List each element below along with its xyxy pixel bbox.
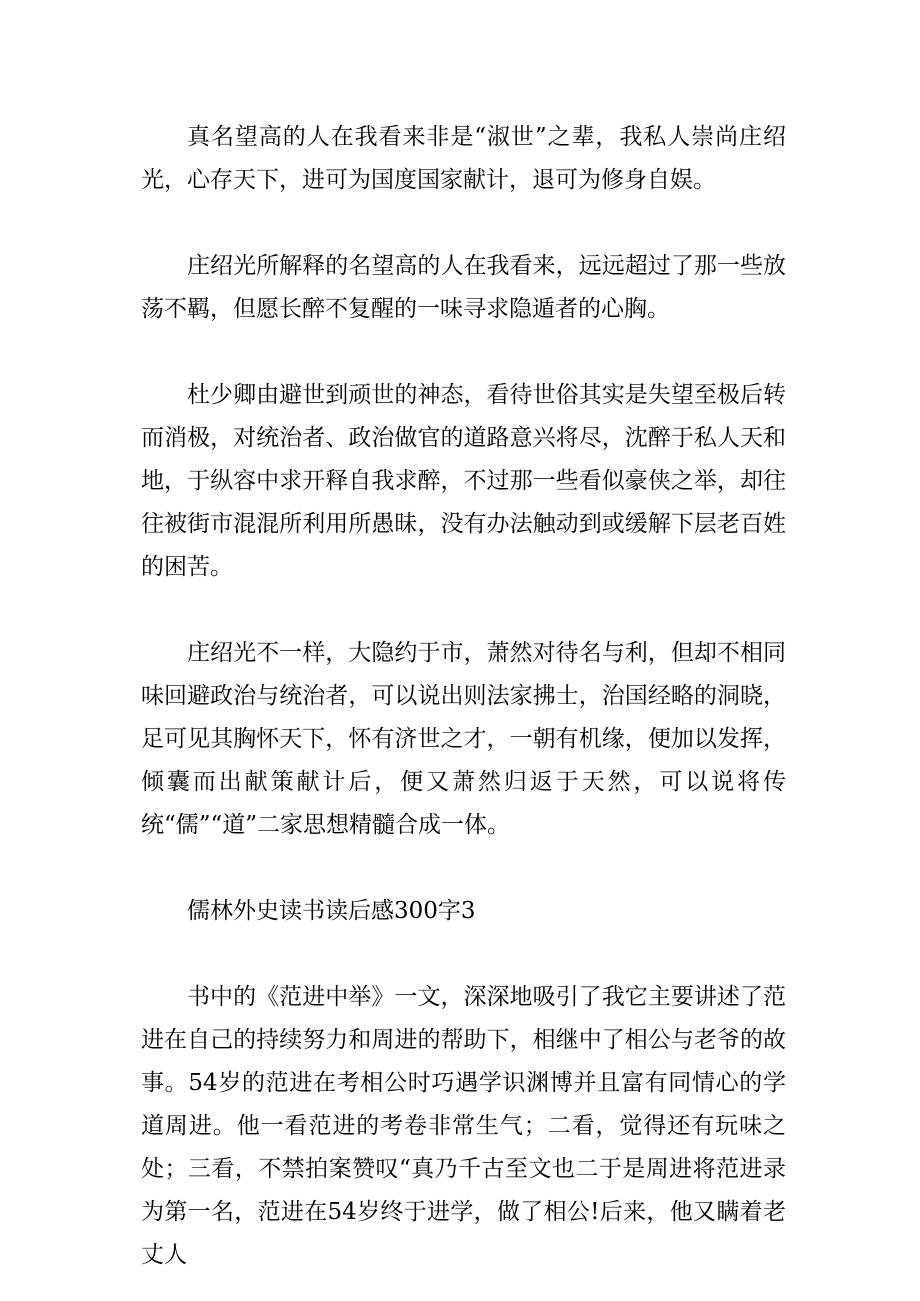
document-body xyxy=(141,116,786,1277)
paragraph-gap xyxy=(141,331,786,374)
paragraph-5: 书中的《范进中举》一文，深深地吸引了我它主要讲述了范进在自己的持续努力和周进的帮助下，相继中了相公与老爷的故事。54岁的范进在考相公时巧遇学识渊博并且富有同情心的学道周进。他一看范进的考卷非常生气；二看，觉得还有玩味之处；三看，不禁拍案赞叹“真乃千古至文也二于是周进将范进录为第一名，范进在54岁终于进学，做了相公!后来，他又瞒着老丈人 xyxy=(141,984,786,1268)
paragraph-gap xyxy=(141,589,786,632)
paragraph-3: 杜少卿由避世到顽世的神态，看待世俗其实是失望至极后转而消极，对统治者、政治做官的道路意兴将尽，沈醉于私人天和地，于纵容中求开释自我求醉，不过那一些看似豪侠之举，却往往被街市混混所利用所愚昧，没有办法触动到或缓解下层老百姓的困苦。 xyxy=(141,382,786,580)
paragraph-2: 庄绍光所解释的名望高的人在我看来，远远超过了那一些放荡不羁，但愿长醉不复醒的一味寻求隐遁者的心胸。 xyxy=(141,253,786,322)
paragraph-gap xyxy=(141,933,786,976)
paragraph-4: 庄绍光不一样，大隐约于市，萧然对待名与利，但却不相同味回避政治与统治者，可以说出则法家拂士，治国经略的洞晓，足可见其胸怀天下，怀有济世之才，一朝有机缘，便加以发挥，倾囊而出献策献计后，便又萧然归返于天然，可以说将传统“儒”“道”二家思想精髓合成一体。 xyxy=(141,640,786,838)
paragraph-1: 真名望高的人在我看来非是“淑世”之辈，我私人崇尚庄绍光，心存天下，进可为国度国家献计，退可为修身自娱。 xyxy=(141,124,786,193)
paragraph-gap xyxy=(141,847,786,890)
paragraph-gap xyxy=(141,202,786,245)
section-heading: 儒林外史读书读后感300字3 xyxy=(187,898,476,924)
